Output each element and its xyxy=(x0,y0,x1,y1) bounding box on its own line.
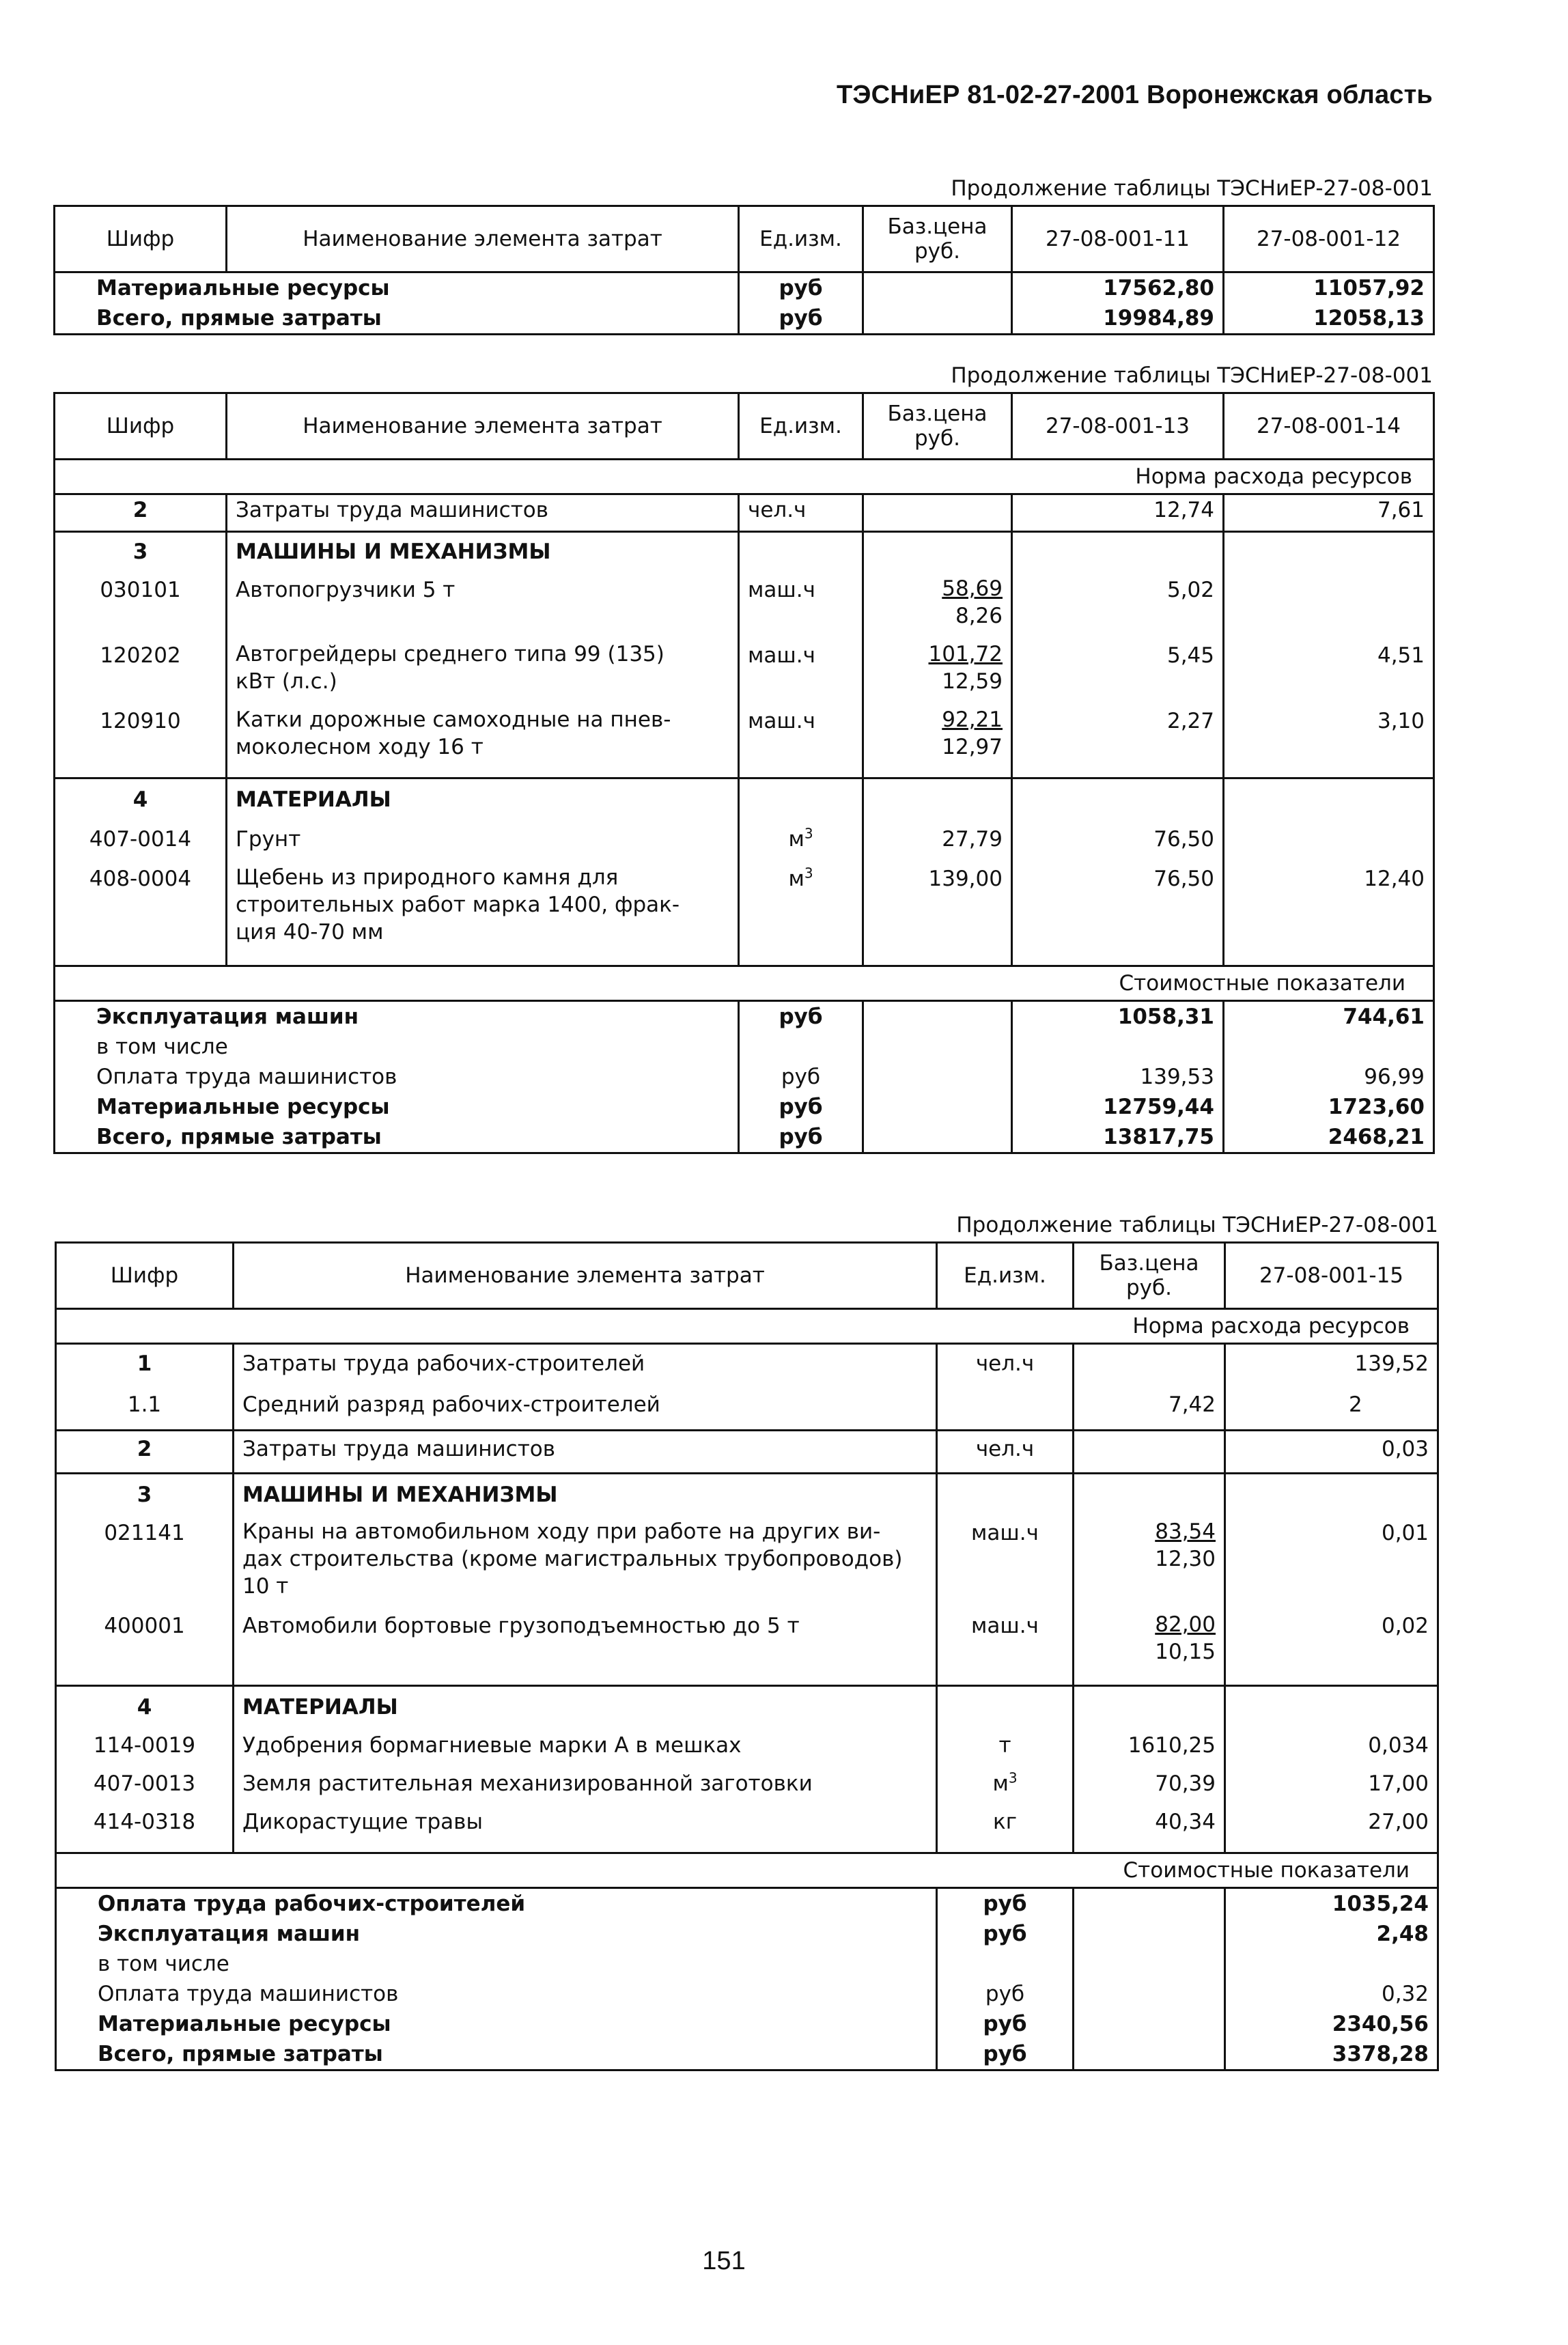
price-wage: 12,97 xyxy=(942,735,1003,759)
table1 xyxy=(53,205,1435,335)
row-value: 27,00 xyxy=(1225,1799,1438,1853)
price-wage: 12,59 xyxy=(942,669,1003,694)
row-value: 0,034 xyxy=(1225,1722,1438,1760)
row-code: 414-0318 xyxy=(56,1799,234,1853)
cost-bar xyxy=(55,966,1434,1001)
row-value: 17,00 xyxy=(1225,1760,1438,1799)
norm-bar xyxy=(56,1309,1438,1344)
col-unit-header: Ед.изм. xyxy=(739,393,863,460)
col-price-header: Баз.цена руб. xyxy=(863,393,1012,460)
section-title: МАТЕРИАЛЫ xyxy=(227,778,739,815)
table-row xyxy=(55,494,1434,532)
cost-label: Стоимостные показатели xyxy=(55,966,1434,1001)
row-code: 407-0014 xyxy=(55,815,227,854)
row-code: 1 xyxy=(56,1344,234,1388)
row-code: 1.1 xyxy=(56,1387,234,1431)
row-price xyxy=(863,630,1012,695)
price-total: 101,72 xyxy=(928,642,1003,666)
summary-value: 0,32 xyxy=(1225,1979,1438,2009)
summary-unit: руб xyxy=(739,1092,863,1122)
table-row xyxy=(56,1760,1438,1799)
row-unit: чел.ч xyxy=(937,1431,1074,1474)
row-name xyxy=(227,630,739,695)
row-name xyxy=(234,1510,937,1600)
summary-unit: руб xyxy=(937,2039,1074,2070)
row-name: Затраты труда машинистов xyxy=(234,1431,937,1474)
col-name-header: Наименование элемента затрат xyxy=(227,393,739,460)
row-value-b: 11057,92 xyxy=(1224,272,1434,304)
table2 xyxy=(53,392,1435,1154)
table3-continuation-label: Продолжение таблицы ТЭСНиЕР-27-08-001 xyxy=(956,1213,1438,1237)
row-unit: чел.ч xyxy=(739,494,863,532)
summary-value-b: 2468,21 xyxy=(1224,1122,1434,1153)
row-code: 030101 xyxy=(55,567,227,630)
table-row xyxy=(56,1431,1438,1474)
summary-value: 2,48 xyxy=(1225,1919,1438,1949)
row-label: Материальные ресурсы xyxy=(55,272,739,304)
row-name-line: кВт (л.с.) xyxy=(236,669,337,694)
row-price: 7,42 xyxy=(1074,1387,1225,1431)
row-price: 27,79 xyxy=(863,815,1012,854)
summary-unit: руб xyxy=(739,1122,863,1153)
unit-superscript: 3 xyxy=(1008,1769,1018,1786)
table2-header-row xyxy=(55,393,1434,460)
summary-row xyxy=(55,1001,1434,1033)
norm-bar xyxy=(55,460,1434,494)
row-code: 407-0013 xyxy=(56,1760,234,1799)
table2-continuation-label: Продолжение таблицы ТЭСНиЕР-27-08-001 xyxy=(951,363,1433,388)
table1-continuation-label: Продолжение таблицы ТЭСНиЕР-27-08-001 xyxy=(951,176,1433,201)
summary-value-a: 13817,75 xyxy=(1012,1122,1224,1153)
summary-label: в том числе xyxy=(55,1032,739,1062)
row-unit: маш.ч xyxy=(739,630,863,695)
cost-label: Стоимостные показатели xyxy=(56,1853,1438,1888)
row-value: 2 xyxy=(1225,1387,1438,1431)
table-row xyxy=(55,815,1434,854)
section-header-row xyxy=(56,1686,1438,1723)
table3 xyxy=(55,1241,1439,2071)
row-price xyxy=(863,695,1012,778)
row-name-line: Щебень из природного камня для xyxy=(236,865,619,890)
summary-value-b: 96,99 xyxy=(1224,1062,1434,1092)
row-name: Земля растительная механизированной заготовки xyxy=(234,1760,937,1799)
summary-label: Оплата труда машинистов xyxy=(56,1979,937,2009)
row-name: Автопогрузчики 5 т xyxy=(227,567,739,630)
col-name-header: Наименование элемента затрат xyxy=(227,206,739,272)
col-unit-header: Ед.изм. xyxy=(739,206,863,272)
row-price xyxy=(863,272,1012,304)
table-row xyxy=(56,1510,1438,1600)
table-row xyxy=(56,1600,1438,1686)
row-value-b: 3,10 xyxy=(1224,695,1434,778)
summary-label: Материальные ресурсы xyxy=(55,1092,739,1122)
col-code-a-header: 27-08-001-13 xyxy=(1012,393,1224,460)
price-total: 83,54 xyxy=(1155,1519,1216,1544)
summary-label: Всего, прямые затраты xyxy=(56,2039,937,2070)
row-name: Дикорастущие травы xyxy=(234,1799,937,1853)
section-header-row xyxy=(55,778,1434,815)
norm-label: Норма расхода ресурсов xyxy=(55,460,1434,494)
summary-unit: руб xyxy=(937,2009,1074,2039)
section-header-row xyxy=(55,532,1434,567)
price-total: 58,69 xyxy=(942,576,1003,601)
row-code: 2 xyxy=(55,494,227,532)
section-code: 3 xyxy=(56,1474,234,1511)
col-code-header: Шифр xyxy=(55,206,227,272)
summary-row xyxy=(55,1032,1434,1062)
row-price: 40,34 xyxy=(1074,1799,1225,1853)
row-code: 114-0019 xyxy=(56,1722,234,1760)
summary-unit: руб xyxy=(739,1001,863,1033)
row-code: 2 xyxy=(56,1431,234,1474)
row-code: 021141 xyxy=(56,1510,234,1600)
row-value: 0,01 xyxy=(1225,1510,1438,1600)
summary-value-a: 1058,31 xyxy=(1012,1001,1224,1033)
summary-value: 1035,24 xyxy=(1225,1888,1438,1920)
row-unit xyxy=(739,815,863,854)
col-price-header: Баз.цена руб. xyxy=(1074,1243,1225,1309)
row-value-b: 7,61 xyxy=(1224,494,1434,532)
summary-unit: руб xyxy=(937,1979,1074,2009)
row-name: Удобрения бормагниевые марки А в мешках xyxy=(234,1722,937,1760)
row-name-line: дах строительства (кроме магистральных трубопроводов) xyxy=(242,1547,903,1571)
col-code-header: Шифр xyxy=(56,1243,234,1309)
col-name-header: Наименование элемента затрат xyxy=(234,1243,937,1309)
price-wage: 10,15 xyxy=(1155,1640,1216,1664)
row-value-b: 12,40 xyxy=(1224,854,1434,966)
row-code: 120202 xyxy=(55,630,227,695)
price-wage: 12,30 xyxy=(1155,1547,1216,1571)
summary-label: Оплата труда рабочих-строителей xyxy=(56,1888,937,1920)
row-code: 408-0004 xyxy=(55,854,227,966)
row-name-line: Краны на автомобильном ходу при работе на других ви- xyxy=(242,1519,881,1544)
row-value-a: 17562,80 xyxy=(1012,272,1224,304)
row-price xyxy=(1074,1510,1225,1600)
row-unit: маш.ч xyxy=(739,695,863,778)
row-code: 400001 xyxy=(56,1600,234,1686)
row-name: Автомобили бортовые грузоподъемностью до 5 т xyxy=(234,1600,937,1686)
row-name: Средний разряд рабочих-строителей xyxy=(234,1387,937,1431)
table-row xyxy=(55,695,1434,778)
section-title: МАТЕРИАЛЫ xyxy=(234,1686,937,1723)
summary-row xyxy=(56,1979,1438,2009)
summary-value: 3378,28 xyxy=(1225,2039,1438,2070)
row-price: 139,00 xyxy=(863,854,1012,966)
unit-text: м xyxy=(788,827,804,852)
row-price xyxy=(863,303,1012,335)
row-unit: маш.ч xyxy=(937,1510,1074,1600)
row-unit: т xyxy=(937,1722,1074,1760)
table1-header-row xyxy=(55,206,1434,272)
summary-unit: руб xyxy=(739,1062,863,1092)
summary-label: Эксплуатация машин xyxy=(55,1001,739,1033)
summary-row xyxy=(56,2039,1438,2070)
row-name: Затраты труда рабочих-строителей xyxy=(234,1344,937,1388)
summary-row xyxy=(55,1092,1434,1122)
row-name: Грунт xyxy=(227,815,739,854)
table-row xyxy=(56,1722,1438,1760)
row-unit xyxy=(937,1760,1074,1799)
row-value-b: 4,51 xyxy=(1224,630,1434,695)
col-code-a-header: 27-08-001-15 xyxy=(1225,1243,1438,1309)
page-title: ТЭСНиЕР 81-02-27-2001 Воронежская область xyxy=(836,81,1433,109)
section-code: 3 xyxy=(55,532,227,567)
unit-superscript: 3 xyxy=(804,865,813,882)
summary-value-b: 1723,60 xyxy=(1224,1092,1434,1122)
row-value-a: 12,74 xyxy=(1012,494,1224,532)
table-row xyxy=(55,303,1434,335)
table-row xyxy=(55,567,1434,630)
row-unit: маш.ч xyxy=(739,567,863,630)
col-unit-header: Ед.изм. xyxy=(937,1243,1074,1309)
row-value-a: 5,02 xyxy=(1012,567,1224,630)
row-unit xyxy=(739,854,863,966)
row-value-a: 19984,89 xyxy=(1012,303,1224,335)
section-code: 4 xyxy=(55,778,227,815)
row-name-line: 10 т xyxy=(242,1574,289,1599)
table-row xyxy=(55,272,1434,304)
col-price-header: Баз.цена руб. xyxy=(863,206,1012,272)
col-code-a-header: 27-08-001-11 xyxy=(1012,206,1224,272)
summary-value-a: 139,53 xyxy=(1012,1062,1224,1092)
summary-row xyxy=(56,1949,1438,1979)
summary-label: Оплата труда машинистов xyxy=(55,1062,739,1092)
row-price xyxy=(863,567,1012,630)
row-name xyxy=(227,695,739,778)
summary-label: Материальные ресурсы xyxy=(56,2009,937,2039)
norm-label: Норма расхода ресурсов xyxy=(56,1309,1438,1344)
table-row xyxy=(56,1799,1438,1853)
summary-label: в том числе xyxy=(56,1949,937,1979)
table-row xyxy=(55,854,1434,966)
row-value: 0,03 xyxy=(1225,1431,1438,1474)
row-unit: чел.ч xyxy=(937,1344,1074,1388)
row-value: 0,02 xyxy=(1225,1600,1438,1686)
table-row xyxy=(56,1344,1438,1388)
row-name-line: строительных работ марка 1400, фрак- xyxy=(236,893,680,917)
section-header-row xyxy=(56,1474,1438,1511)
section-title: МАШИНЫ И МЕХАНИЗМЫ xyxy=(234,1474,937,1511)
row-value-a: 5,45 xyxy=(1012,630,1224,695)
summary-unit: руб xyxy=(937,1888,1074,1920)
col-code-b-header: 27-08-001-12 xyxy=(1224,206,1434,272)
summary-row xyxy=(55,1062,1434,1092)
col-code-b-header: 27-08-001-14 xyxy=(1224,393,1434,460)
row-unit: кг xyxy=(937,1799,1074,1853)
row-name-line: Автогрейдеры среднего типа 99 (135) xyxy=(236,642,664,666)
price-total: 92,21 xyxy=(942,707,1003,732)
summary-unit: руб xyxy=(937,1919,1074,1949)
price-wage: 8,26 xyxy=(955,604,1003,628)
row-value-b xyxy=(1224,567,1434,630)
row-value-b: 12058,13 xyxy=(1224,303,1434,335)
unit-text: м xyxy=(788,867,804,891)
row-value-b xyxy=(1224,815,1434,854)
row-name-line: моколесном ходу 16 т xyxy=(236,735,484,759)
row-unit: руб xyxy=(739,303,863,335)
unit-text: м xyxy=(992,1771,1009,1796)
row-price xyxy=(863,494,1012,532)
section-title: МАШИНЫ И МЕХАНИЗМЫ xyxy=(227,532,739,567)
row-name-line: ция 40-70 мм xyxy=(236,920,384,944)
summary-row xyxy=(56,2009,1438,2039)
summary-value: 2340,56 xyxy=(1225,2009,1438,2039)
summary-label: Эксплуатация машин xyxy=(56,1919,937,1949)
summary-value-b: 744,61 xyxy=(1224,1001,1434,1033)
summary-value-a: 12759,44 xyxy=(1012,1092,1224,1122)
table3-header-row xyxy=(56,1243,1438,1309)
row-value-a: 2,27 xyxy=(1012,695,1224,778)
row-name: Затраты труда машинистов xyxy=(227,494,739,532)
cost-bar xyxy=(56,1853,1438,1888)
unit-superscript: 3 xyxy=(804,825,813,842)
row-label: Всего, прямые затраты xyxy=(55,303,739,335)
row-unit: руб xyxy=(739,272,863,304)
row-unit: маш.ч xyxy=(937,1600,1074,1686)
summary-row xyxy=(55,1122,1434,1153)
summary-row xyxy=(56,1888,1438,1920)
row-value: 139,52 xyxy=(1225,1344,1438,1388)
row-value-a: 76,50 xyxy=(1012,815,1224,854)
row-price: 1610,25 xyxy=(1074,1722,1225,1760)
col-code-header: Шифр xyxy=(55,393,227,460)
table-row xyxy=(56,1387,1438,1431)
row-value-a: 76,50 xyxy=(1012,854,1224,966)
section-code: 4 xyxy=(56,1686,234,1723)
table-row xyxy=(55,630,1434,695)
summary-row xyxy=(56,1919,1438,1949)
price-total: 82,00 xyxy=(1155,1612,1216,1637)
row-name xyxy=(227,854,739,966)
row-price: 70,39 xyxy=(1074,1760,1225,1799)
row-price xyxy=(1074,1600,1225,1686)
page-number: 151 xyxy=(702,2247,746,2275)
row-code: 120910 xyxy=(55,695,227,778)
row-name-line: Катки дорожные самоходные на пнев- xyxy=(236,707,671,732)
summary-label: Всего, прямые затраты xyxy=(55,1122,739,1153)
